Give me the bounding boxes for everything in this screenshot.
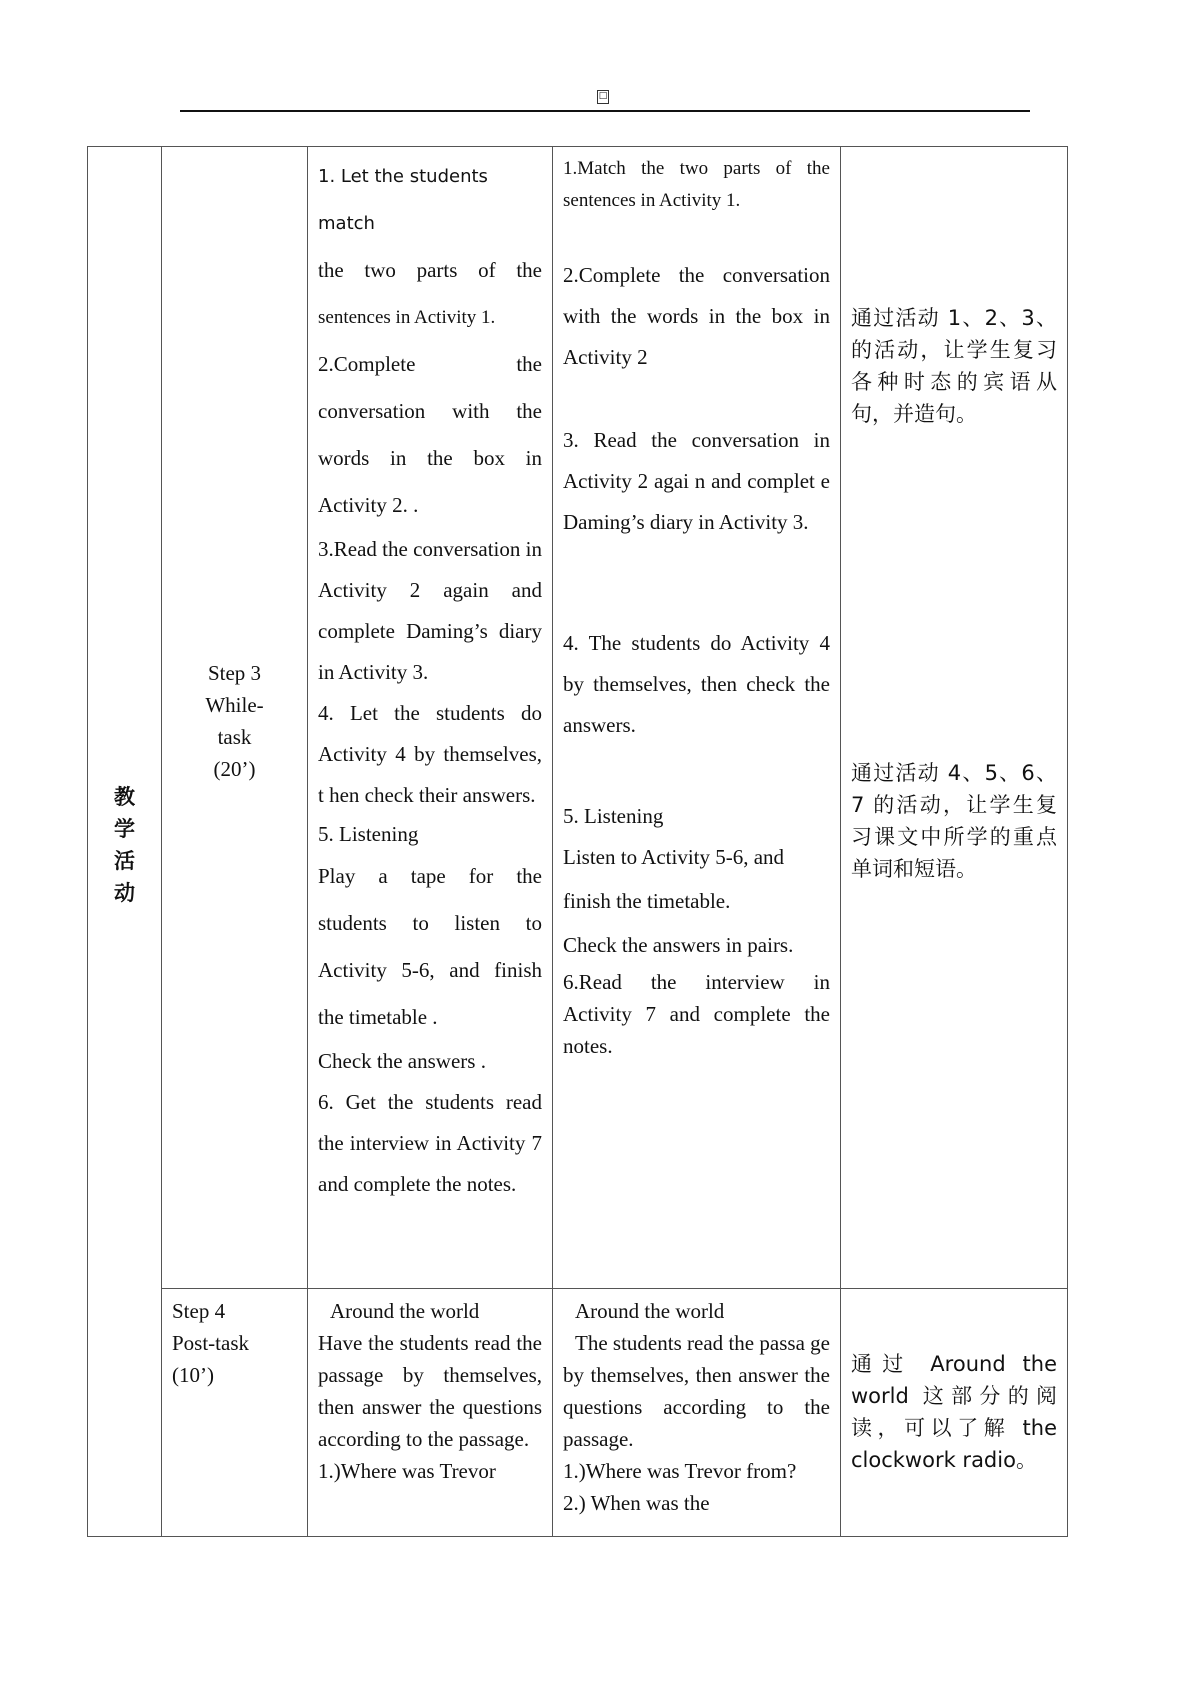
teacher-activity-5-body: Play a tape for the students to listen to Activity 5-6, and finish the timetable . xyxy=(318,864,542,1029)
teacher-activity-1-line: 1. Let the students match xyxy=(318,166,488,234)
student-post-body: The students read the passa ge by themselves, then answer the questions according to the passage. xyxy=(563,1331,830,1451)
student-activity-2: 2.Complete the conversation with the words in the box in Activity 2 xyxy=(563,263,830,369)
section-label-char: 活 xyxy=(114,848,135,873)
section-label-char: 动 xyxy=(114,880,135,905)
step4-student-activities-cell xyxy=(553,1289,841,1537)
student-post-title: Around the world xyxy=(575,1299,725,1323)
student-post-question-1: 1.)Where was Trevor from? xyxy=(563,1459,797,1483)
teacher-activity-5-title: 5. Listening xyxy=(318,822,419,846)
header-placeholder-glyph: □ xyxy=(597,90,609,104)
step3-student-activities-cell xyxy=(553,147,841,1289)
student-activity-6: 6.Read the interview in Activity 7 and complete the notes. xyxy=(563,970,830,1058)
teacher-post-body: Have the students read the passage by themselves, then answer the questions according to the passage. xyxy=(318,1331,542,1451)
step3-label-cell xyxy=(162,147,308,1289)
teacher-activity-1-line: the two parts of the xyxy=(318,258,542,282)
step3-teacher-activities-cell xyxy=(308,147,553,1289)
table-row-step3 xyxy=(88,147,1068,1289)
step4-teacher-activities-cell xyxy=(308,1289,553,1537)
step3-label-line: While- xyxy=(205,692,264,717)
step4-purpose-cell xyxy=(841,1289,1068,1537)
student-activity-1: 1.Match the two parts of the sentences in Activity 1. xyxy=(563,158,830,211)
step4-label-cell xyxy=(162,1289,308,1537)
student-post-question-2: 2.) When was the xyxy=(563,1491,710,1515)
section-label-char: 学 xyxy=(114,816,135,841)
teacher-activity-4: 4. Let the students do Activity 4 by themselves, t hen check their answers. xyxy=(318,701,542,807)
table-row-step4 xyxy=(88,1289,1068,1537)
purpose-text-1: 通过活动 1、2、3、的活动，让学生复习各种时态的宾语从句，并造句。 xyxy=(851,306,1057,426)
section-label-char: 教 xyxy=(114,784,135,809)
step3-label-line: task xyxy=(217,724,252,749)
student-activity-5-body2: finish the timetable. xyxy=(563,889,731,913)
teacher-activity-5-check: Check the answers . xyxy=(318,1049,486,1073)
lesson-plan-table xyxy=(87,146,1068,1537)
student-activity-5-title: 5. Listening xyxy=(563,804,664,828)
section-label-cell xyxy=(88,147,162,1537)
step4-label-line: (10’) xyxy=(172,1363,214,1387)
step3-label-line: (20’) xyxy=(213,756,256,781)
student-activity-3: 3. Read the conversation in Activity 2 agai n and complet e Daming’s diary in Activity 3. xyxy=(563,428,830,534)
teacher-activity-3: 3.Read the conversation in Activity 2 again and complete Daming’s diary in Activity 3. xyxy=(318,537,542,684)
teacher-activity-6: 6. Get the students read the interview in Activity 7 and complete the notes. xyxy=(318,1090,542,1196)
teacher-post-question-1: 1.)Where was Trevor xyxy=(318,1459,496,1483)
teacher-activity-1-line: sentences in Activity 1. xyxy=(318,307,496,328)
step4-label-line: Post-task xyxy=(172,1331,250,1355)
student-activity-4: 4. The students do Activity 4 by themselves, then check the answers. xyxy=(563,631,830,737)
step3-purpose-cell xyxy=(841,147,1068,1289)
student-activity-5-body: Listen to Activity 5-6, and xyxy=(563,845,785,869)
header-rule xyxy=(180,110,1030,112)
student-activity-5-check: Check the answers in pairs. xyxy=(563,933,794,957)
step3-label-line: Step 3 xyxy=(207,660,262,685)
purpose-text-3: 通过 Around the world 这部分的阅读，可以了解 the clockwork radio。 xyxy=(851,1352,1057,1472)
step4-label-line: Step 4 xyxy=(172,1299,226,1323)
purpose-text-2: 通过活动 4、5、6、7 的活动，让学生复习课文中所学的重点单词和短语。 xyxy=(851,761,1057,881)
teacher-post-title: Around the world xyxy=(330,1299,480,1323)
teacher-activity-2: 2.Complete the conversation with the words in the box in Activity 2. . xyxy=(318,352,542,517)
